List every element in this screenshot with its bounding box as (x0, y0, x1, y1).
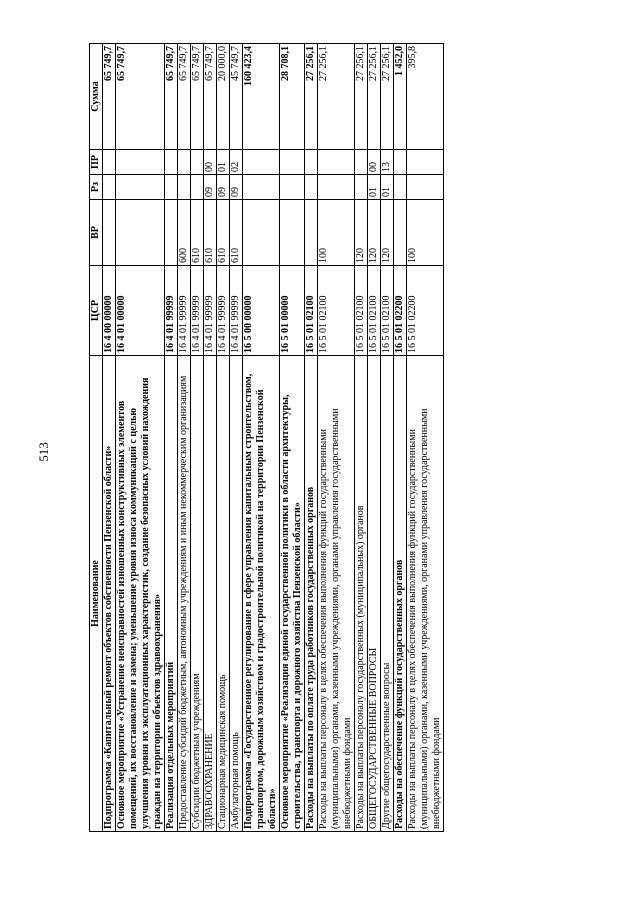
cell-sum: 65 749,7 (191, 44, 204, 150)
budget-table (89, 43, 444, 832)
cell-vr (280, 200, 305, 266)
cell-name: Другие общегосударственные вопросы (381, 356, 394, 832)
table-row (178, 44, 191, 832)
cell-name: Расходы на выплаты персоналу в целях обеспечения выполнения функций государственными (муниципальными) органами, казенными учреждениями, органами управления государственными внебюджетными фондами (318, 356, 355, 832)
cell-csr: 16 4 01 99999 (217, 266, 230, 356)
cell-name: Стационарная медицинская помощь (217, 356, 230, 832)
cell-pr (116, 150, 165, 175)
cell-rz: 01 (368, 175, 381, 200)
cell-vr: 610 (230, 200, 243, 266)
table-row (394, 44, 407, 832)
cell-vr (394, 200, 407, 266)
cell-csr: 16 5 01 02100 (318, 266, 355, 356)
cell-pr (243, 150, 280, 175)
cell-csr: 16 4 01 00000 (116, 266, 165, 356)
cell-csr: 16 4 01 99999 (165, 266, 178, 356)
header-name: Наименование (90, 356, 103, 832)
cell-rz (243, 175, 280, 200)
cell-rz: 09 (230, 175, 243, 200)
cell-pr (407, 150, 444, 175)
cell-rz (407, 175, 444, 200)
cell-name: Основное мероприятие «Устранение неисправностей изношенных конструктивных элементов помещений, их восстановление и замена; уменьшение уровня износа коммуникаций с целью улучшения уровня их эксплуатационных характеристик, создание безопасных условий нахождения граждан на территории объектов здравоохранения» (116, 356, 165, 832)
cell-sum: 27 256,1 (318, 44, 355, 150)
table-row (191, 44, 204, 832)
cell-pr: 00 (204, 150, 217, 175)
cell-pr: 13 (381, 150, 394, 175)
cell-rz (355, 175, 368, 200)
cell-rz (116, 175, 165, 200)
cell-pr (280, 150, 305, 175)
cell-sum: 65 749,7 (204, 44, 217, 150)
cell-name: Амбулаторная помощь (230, 356, 243, 832)
cell-rz (280, 175, 305, 200)
cell-sum: 27 256,1 (305, 44, 318, 150)
table-row (305, 44, 318, 832)
cell-pr (355, 150, 368, 175)
cell-name: Расходы на обеспечение функций государственных органов (394, 356, 407, 832)
cell-sum: 65 749,7 (178, 44, 191, 150)
cell-sum: 65 749,7 (165, 44, 178, 150)
cell-name: Подпрограмма «Капитальный ремонт объектов собственности Пензенской области» (103, 356, 116, 832)
cell-vr: 610 (191, 200, 204, 266)
page-number-text: 513 (36, 442, 51, 462)
header-csr: ЦСР (90, 266, 103, 356)
header-sum: Сумма (90, 44, 103, 150)
cell-name: Расходы на выплаты по оплате труда работников государственных органов (305, 356, 318, 832)
table-body (103, 44, 444, 832)
cell-vr: 120 (381, 200, 394, 266)
cell-vr: 600 (178, 200, 191, 266)
cell-sum: 28 708,1 (280, 44, 305, 150)
cell-csr: 16 4 01 99999 (204, 266, 217, 356)
cell-name: ОБЩЕГОСУДАРСТВЕННЫЕ ВОПРОСЫ (368, 356, 381, 832)
table-row (243, 44, 280, 832)
cell-pr (103, 150, 116, 175)
cell-sum: 27 256,1 (368, 44, 381, 150)
table-row (103, 44, 116, 832)
cell-pr: 00 (368, 150, 381, 175)
table-row (280, 44, 305, 832)
cell-sum: 20 000,0 (217, 44, 230, 150)
header-pr: ПР (90, 150, 103, 175)
cell-rz (305, 175, 318, 200)
cell-vr (103, 200, 116, 266)
cell-name: ЗДРАВООХРАНЕНИЕ (204, 356, 217, 832)
cell-csr: 16 5 01 02200 (394, 266, 407, 356)
budget-table-container (89, 44, 625, 832)
header-rz: Рз (90, 175, 103, 200)
cell-vr: 100 (318, 200, 355, 266)
cell-name: Субсидии бюджетным учреждениям (191, 356, 204, 832)
cell-rz (103, 175, 116, 200)
cell-vr: 100 (407, 200, 444, 266)
table-row (116, 44, 165, 832)
table-row (165, 44, 178, 832)
cell-sum: 65 749,7 (103, 44, 116, 150)
cell-pr: 02 (230, 150, 243, 175)
table-row (368, 44, 381, 832)
cell-vr: 120 (368, 200, 381, 266)
cell-csr: 16 4 01 99999 (178, 266, 191, 356)
cell-vr (305, 200, 318, 266)
cell-csr: 16 5 01 02100 (355, 266, 368, 356)
page-number (29, 437, 59, 467)
cell-rz (191, 175, 204, 200)
cell-sum: 27 256,1 (355, 44, 368, 150)
cell-rz (165, 175, 178, 200)
cell-csr: 16 5 01 02100 (381, 266, 394, 356)
cell-vr: 610 (204, 200, 217, 266)
cell-pr (318, 150, 355, 175)
cell-sum: 65 749,7 (116, 44, 165, 150)
table-row (407, 44, 444, 832)
cell-name: Подпрограмма «Государственное регулирование в сфере управления капитальным строительством, транспортом, дорожным хозяйством и градостроительной политикой на территории Пензенской области» (243, 356, 280, 832)
cell-csr: 16 5 00 00000 (243, 266, 280, 356)
table-row (230, 44, 243, 832)
cell-csr: 16 5 01 02100 (368, 266, 381, 356)
table-row (217, 44, 230, 832)
cell-sum: 45 749,7 (230, 44, 243, 150)
cell-name: Предоставление субсидий бюджетным, автономным учреждениям и иным некоммерческим организациям (178, 356, 191, 832)
cell-name: Расходы на выплаты персоналу государственных (муниципальных) органов (355, 356, 368, 832)
cell-name: Реализация отдельных мероприятий (165, 356, 178, 832)
cell-pr (305, 150, 318, 175)
cell-pr: 01 (217, 150, 230, 175)
cell-pr (191, 150, 204, 175)
cell-vr (116, 200, 165, 266)
cell-csr: 16 5 01 02200 (407, 266, 444, 356)
cell-rz: 01 (381, 175, 394, 200)
cell-rz: 09 (204, 175, 217, 200)
table-header-row (90, 44, 103, 832)
cell-csr: 16 4 01 99999 (191, 266, 204, 356)
cell-sum: 1 452,0 (394, 44, 407, 150)
cell-sum: 160 423,4 (243, 44, 280, 150)
cell-rz (394, 175, 407, 200)
cell-vr (243, 200, 280, 266)
header-vr: ВР (90, 200, 103, 266)
cell-rz (178, 175, 191, 200)
table-row (355, 44, 368, 832)
cell-pr (394, 150, 407, 175)
cell-vr: 610 (217, 200, 230, 266)
table-row (381, 44, 394, 832)
table-row (318, 44, 355, 832)
cell-vr: 120 (355, 200, 368, 266)
cell-pr (178, 150, 191, 175)
cell-name: Основное мероприятие «Реализация единой государственной политики в области архитектуры, строительства, транспорта и дорожного хозяйства Пензенской области» (280, 356, 305, 832)
cell-pr (165, 150, 178, 175)
cell-name: Расходы на выплаты персоналу в целях обеспечения выполнения функций государственными (муниципальными) органами, казенными учреждениями, органами управления государственными внебюджетными фондами (407, 356, 444, 832)
cell-csr: 16 4 00 00000 (103, 266, 116, 356)
cell-rz: 09 (217, 175, 230, 200)
cell-csr: 16 4 01 99999 (230, 266, 243, 356)
cell-sum: 395,8 (407, 44, 444, 150)
cell-csr: 16 5 01 02100 (305, 266, 318, 356)
cell-vr (165, 200, 178, 266)
cell-csr: 16 5 01 00000 (280, 266, 305, 356)
cell-rz (318, 175, 355, 200)
table-row (204, 44, 217, 832)
cell-sum: 27 256,1 (381, 44, 394, 150)
